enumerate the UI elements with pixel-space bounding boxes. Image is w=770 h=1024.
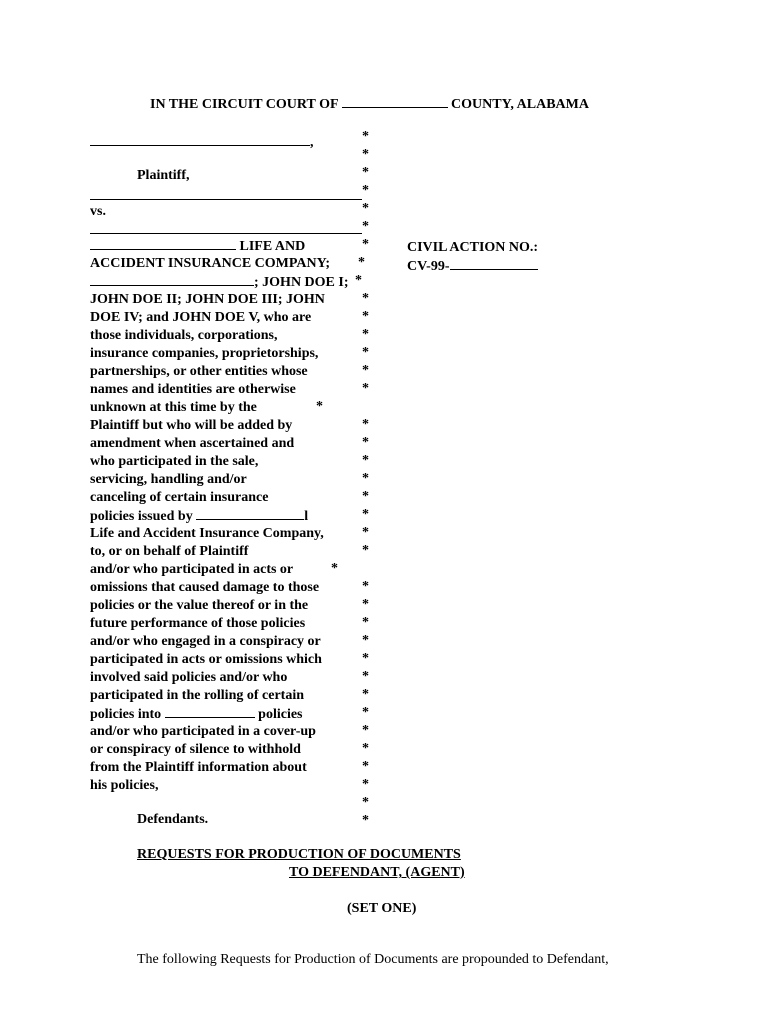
caption-line: from the Plaintiff information about <box>90 760 307 775</box>
separator-asterisk: * <box>355 273 362 288</box>
issuer-blank <box>196 507 304 520</box>
separator-asterisk: * <box>362 723 369 738</box>
court-header-suffix: COUNTY, ALABAMA <box>447 97 589 112</box>
separator-asterisk: * <box>362 363 369 378</box>
plaintiff-blank-comma: , <box>310 135 314 150</box>
caption-line: future performance of those policies <box>90 616 306 631</box>
document-title-line1: REQUESTS FOR PRODUCTION OF DOCUMENTS <box>137 847 461 862</box>
civil-action-number: CV-99- <box>407 257 538 275</box>
caption-line: amendment when ascertained and <box>90 436 295 451</box>
separator-asterisk: * <box>362 435 369 450</box>
insurer-blank <box>90 237 236 250</box>
separator-asterisk: * <box>362 327 369 342</box>
separator-asterisk: * <box>362 543 369 558</box>
caption-line: those individuals, corporations, <box>90 328 278 343</box>
caption-line: ACCIDENT INSURANCE COMPANY; <box>90 256 331 271</box>
separator-asterisk: * <box>362 453 369 468</box>
caption-line: involved said policies and/or who <box>90 670 288 685</box>
separator-asterisk: * <box>362 705 369 720</box>
county-blank <box>342 95 448 108</box>
caption-line: or conspiracy of silence to withhold <box>90 742 301 757</box>
separator-asterisk: * <box>362 687 369 702</box>
separator-asterisk: * <box>362 417 369 432</box>
policies-into-blank <box>165 705 255 718</box>
caption-line: and/or who engaged in a conspiracy or <box>90 634 321 649</box>
caption-line: his policies, <box>90 778 159 793</box>
caption-rule-top <box>90 199 362 200</box>
plaintiff-name-line <box>90 133 314 151</box>
separator-asterisk: * <box>362 381 369 396</box>
caption-line: omissions that caused damage to those <box>90 580 320 595</box>
separator-asterisk: * <box>316 399 323 414</box>
separator-asterisk: * <box>362 759 369 774</box>
caption-line: to, or on behalf of Plaintiff <box>90 544 249 559</box>
caption-line: policies issued by l <box>90 509 309 524</box>
civil-action-label: CIVIL ACTION NO.: <box>407 240 539 255</box>
caption-line: JOHN DOE II; JOHN DOE III; JOHN <box>90 292 325 307</box>
separator-asterisk: * <box>362 183 369 198</box>
plaintiff-label: Plaintiff, <box>137 168 190 183</box>
separator-asterisk: * <box>362 201 369 216</box>
separator-asterisk: * <box>362 165 369 180</box>
caption-line: unknown at this time by the <box>90 400 257 415</box>
caption-line: canceling of certain insurance <box>90 490 269 505</box>
caption-line: policies or the value thereof or in the <box>90 598 309 613</box>
separator-asterisk: * <box>362 489 369 504</box>
caption-line: Life and Accident Insurance Company, <box>90 526 324 541</box>
court-header <box>150 95 589 113</box>
separator-asterisk: * <box>362 309 369 324</box>
caption-line: servicing, handling and/or <box>90 472 247 487</box>
caption-line: names and identities are otherwise <box>90 382 296 397</box>
court-header-prefix: IN THE CIRCUIT COURT OF <box>150 97 342 112</box>
caption-line: Plaintiff but who will be added by <box>90 418 293 433</box>
separator-asterisk: * <box>362 597 369 612</box>
versus-label: vs. <box>90 204 106 219</box>
caption-line: who participated in the sale, <box>90 454 259 469</box>
caption-line: policies into policies <box>90 707 303 722</box>
caption-line: ; JOHN DOE I; <box>90 273 349 291</box>
separator-asterisk: * <box>362 147 369 162</box>
separator-asterisk: * <box>362 525 369 540</box>
separator-asterisk: * <box>362 471 369 486</box>
separator-asterisk: * <box>362 507 369 522</box>
separator-asterisk: * <box>362 129 369 144</box>
separator-asterisk: * <box>362 345 369 360</box>
separator-asterisk: * <box>362 237 369 252</box>
caption-rule-bottom <box>90 233 362 234</box>
body-paragraph: The following Requests for Production of Documents are propounded to Defendant, <box>137 952 609 967</box>
separator-asterisk: * <box>362 669 369 684</box>
insurer-blank-2 <box>90 273 254 286</box>
caption-line: DOE IV; and JOHN DOE V, who are <box>90 310 312 325</box>
case-number-blank <box>450 257 538 270</box>
caption-line: participated in acts or omissions which <box>90 652 322 667</box>
separator-asterisk: * <box>362 795 369 810</box>
separator-asterisk: * <box>331 561 338 576</box>
caption-line: insurance companies, proprietorships, <box>90 346 319 361</box>
separator-asterisk: * <box>362 777 369 792</box>
separator-asterisk: * <box>362 741 369 756</box>
separator-asterisk: * <box>362 219 369 234</box>
caption-line: participated in the rolling of certain <box>90 688 304 703</box>
separator-asterisk: * <box>362 651 369 666</box>
document-title-line2: TO DEFENDANT, (AGENT) <box>289 865 465 880</box>
caption-line: and/or who participated in a cover-up <box>90 724 316 739</box>
caption-line: and/or who participated in acts or <box>90 562 294 577</box>
separator-asterisk: * <box>358 255 365 270</box>
set-number: (SET ONE) <box>347 901 417 916</box>
separator-asterisk: * <box>362 291 369 306</box>
separator-asterisk: * <box>362 615 369 630</box>
separator-asterisk: * <box>362 579 369 594</box>
separator-asterisk: * <box>362 633 369 648</box>
defendants-label: Defendants. <box>137 812 209 827</box>
plaintiff-blank <box>90 133 310 146</box>
caption-line: LIFE AND <box>90 237 305 255</box>
separator-asterisk: * <box>362 813 369 828</box>
caption-line: partnerships, or other entities whose <box>90 364 308 379</box>
